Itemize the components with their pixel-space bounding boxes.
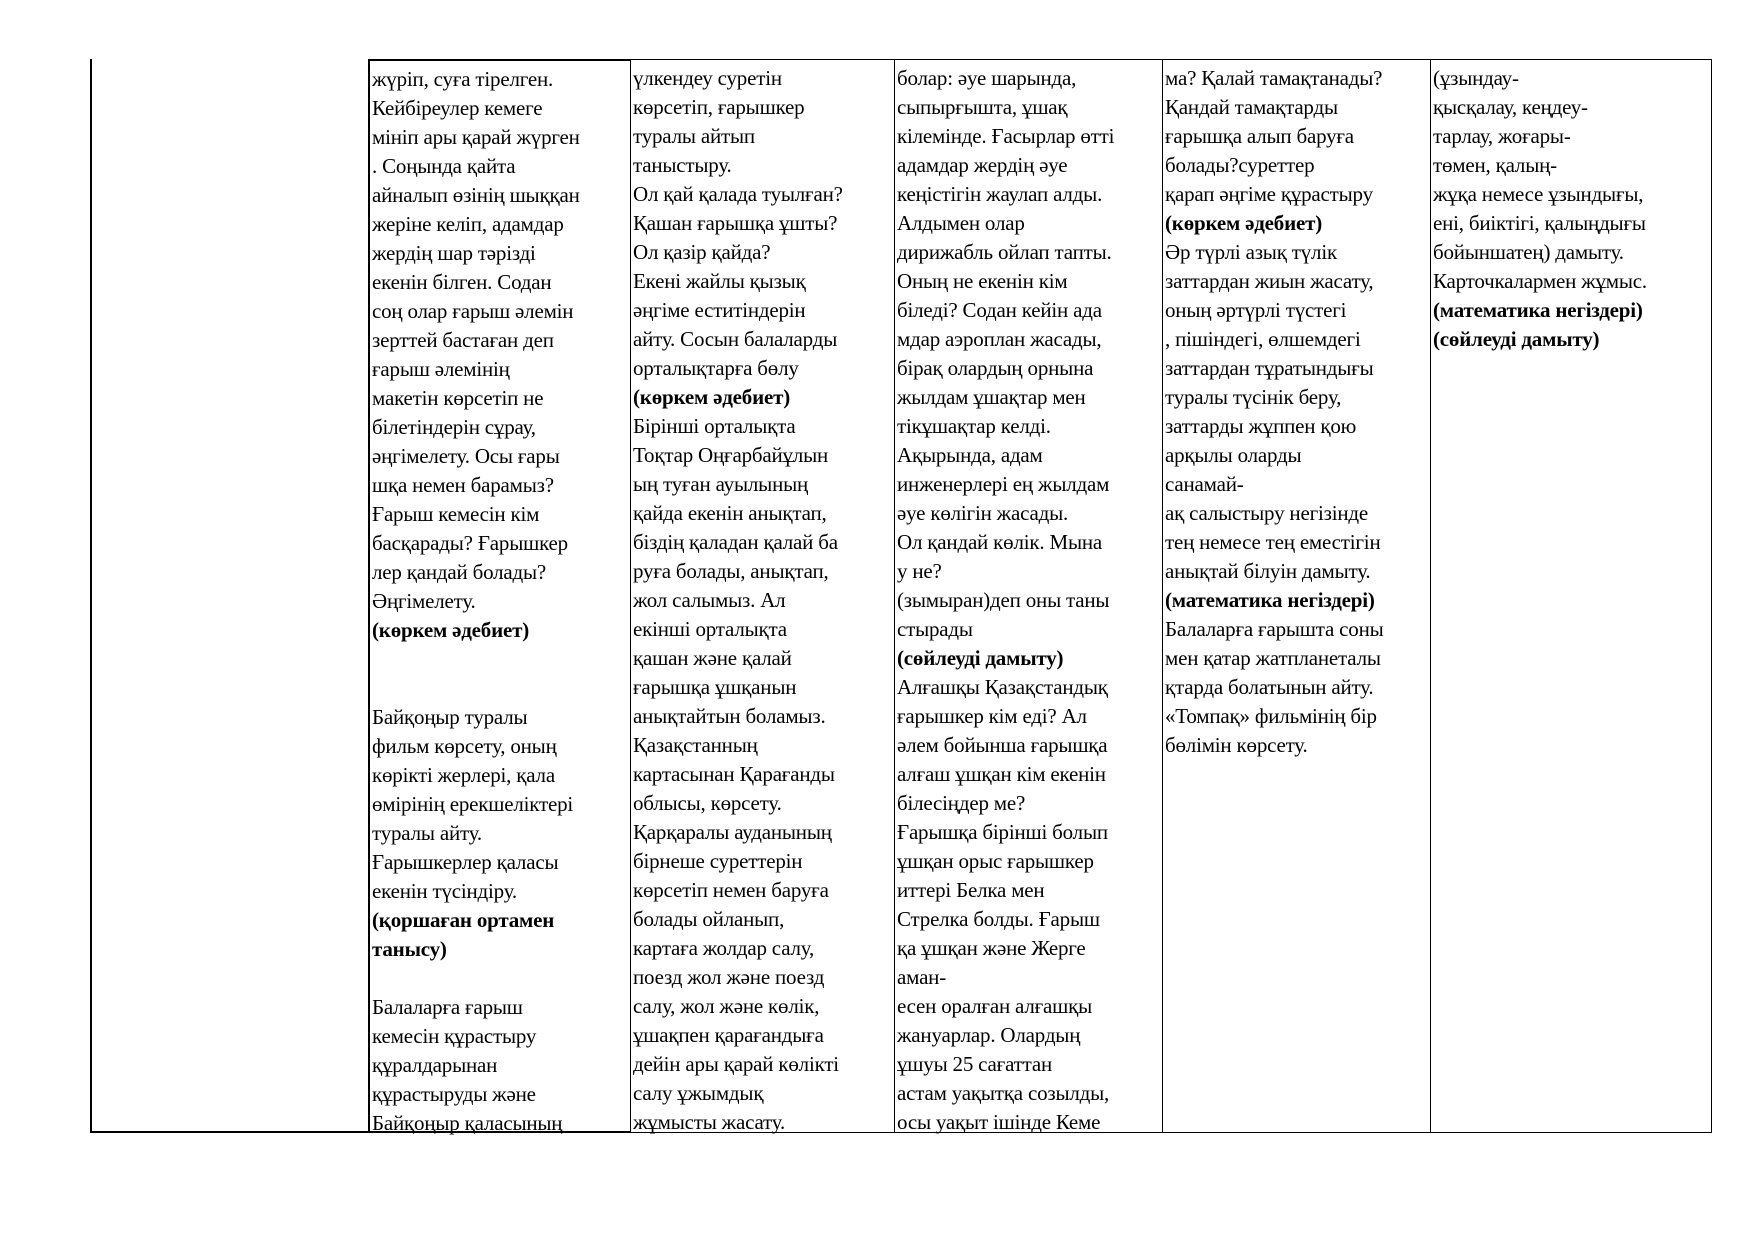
text-line: жердің шар тәрізді <box>372 241 536 265</box>
text-line: қашан және қалай <box>633 646 792 670</box>
text-line: орталықтарға бөлу <box>633 356 799 380</box>
text-line: төмен, қалың- <box>1433 153 1557 177</box>
text-line: ғарыш әлемінің <box>372 357 510 381</box>
text-line: үлкендеу суретін <box>633 66 782 90</box>
text-line: әңгіме еститіндерін <box>633 298 806 322</box>
text-line: руға болады, анықтап, <box>633 559 829 583</box>
subject-label: (математика негіздері) <box>1165 588 1375 612</box>
text-line: ұшуы 25 сағаттан <box>897 1052 1053 1076</box>
text-line: мен қатар жатпланеталы <box>1165 646 1381 670</box>
text-line: анықтайтын боламыз. <box>633 704 826 728</box>
text-line: заттардан жиын жасату, <box>1165 269 1374 293</box>
text-line: облысы, көрсету. <box>633 791 782 815</box>
text-line: туралы айтып <box>633 124 755 148</box>
text-line: айналып өзінің шыққан <box>372 183 580 207</box>
text-line: Бірінші орталықта <box>633 414 796 438</box>
text-line: болады?суреттер <box>1165 153 1315 177</box>
subject-label: (қоршаған ортамен <box>372 908 555 932</box>
text-line: салу ұжымдық <box>633 1081 764 1105</box>
text-line: Байқоңыр қаласының <box>372 1111 563 1135</box>
text-line: дейін ары қарай көлікті <box>633 1052 839 1076</box>
text-line: қтарда болатынын айту. <box>1165 675 1374 699</box>
text-line: біздің қаладан қалай ба <box>633 530 838 554</box>
text-line: поезд жол және поезд <box>633 965 825 989</box>
text-line: салу, жол және көлік, <box>633 994 820 1018</box>
subject-label: (көркем әдебиет) <box>1165 211 1323 235</box>
text-line: Қашан ғарышқа ұшты? <box>633 211 838 235</box>
table-column-6 <box>1430 59 1712 1133</box>
text-line: ғарышқа ұшқанын <box>633 675 797 699</box>
text-line: қысқалау, кеңдеу- <box>1433 95 1588 119</box>
text-line: Ол қандай көлік. Мына <box>897 530 1103 554</box>
text-line: кеңістігін жаулап алды. <box>897 182 1103 206</box>
text-line: білесіңдер ме? <box>897 791 1026 815</box>
text-line: бірнеше суреттерін <box>633 849 803 873</box>
text-line: құралдарынан <box>372 1053 498 1077</box>
text-line: зерттей бастаған деп <box>372 328 554 352</box>
text-line: шқа немен барамыз? <box>372 473 554 497</box>
text-line: Ғарышкерлер қаласы <box>372 850 559 874</box>
text-line: жеріне келіп, адамдар <box>372 212 564 236</box>
text-line: Алғашқы Қазақстандық <box>897 675 1108 699</box>
text-line: Ғарыш кемесін кім <box>372 502 540 526</box>
text-line: ақ салыстыру негізінде <box>1165 501 1369 525</box>
text-line: жануарлар. Олардың <box>897 1023 1081 1047</box>
text-line: қа ұшқан және Жерге <box>897 936 1086 960</box>
text-line: жүріп, суға тірелген. <box>372 67 554 91</box>
text-line: Стрелка болды. Ғарыш <box>897 907 1100 931</box>
text-line: таныстыру. <box>633 153 732 177</box>
text-line: ені, биіктігі, қалыңдығы <box>1433 211 1646 235</box>
text-line: адамдар жердің әуе <box>897 153 1068 177</box>
text-line: болар: әуе шарында, <box>897 66 1077 90</box>
table-column-1 <box>90 59 368 1133</box>
text-line: бөлімін көрсету. <box>1165 733 1308 757</box>
text-line: заттардан тұратындығы <box>1165 356 1374 380</box>
text-line: болады ойланып, <box>633 907 785 931</box>
text-line: екенін білген. Содан <box>372 270 552 294</box>
text-line: Алдымен олар <box>897 211 1025 235</box>
text-line: өмірінің ерекшеліктері <box>372 792 574 816</box>
text-line: у не? <box>897 559 942 583</box>
text-line: ма? Қалай тамақтанады? <box>1165 66 1383 90</box>
text-line: (зымыран)деп оны таны <box>897 588 1110 612</box>
text-line: санамай- <box>1165 472 1244 496</box>
text-line: біледі? Содан кейін ада <box>897 298 1102 322</box>
table-column-4 <box>894 59 1162 1133</box>
subject-label: (көркем әдебиет) <box>633 385 791 409</box>
text-line: Әңгімелету. <box>372 589 476 613</box>
text-line: кілемінде. Ғасырлар өтті <box>897 124 1115 148</box>
text-line: көрсетіп немен баруға <box>633 878 829 902</box>
text-line: заттарды жұппен қою <box>1165 414 1357 438</box>
text-line: ғарышқа алып баруға <box>1165 124 1354 148</box>
text-line: Кейбіреулер кемеге <box>372 96 543 120</box>
text-line: фильм көрсету, оның <box>372 734 557 758</box>
text-line: Тоқтар Оңғарбайұлын <box>633 443 829 467</box>
text-line: айту. Сосын балаларды <box>633 327 838 351</box>
text-line <box>372 674 630 703</box>
text-line: тең немесе тең еместігін <box>1165 530 1381 554</box>
text-line: соң олар ғарыш әлемін <box>372 299 574 323</box>
text-line: макетін көрсетіп не <box>372 386 544 410</box>
text-line: қайда екенін анықтап, <box>633 501 827 525</box>
text-line: Әр түрлі азық түлік <box>1165 240 1337 264</box>
text-line: лер қандай болады? <box>372 560 547 584</box>
table-column-3 <box>630 59 894 1133</box>
text-line: қарап әңгіме құрастыру <box>1165 182 1373 206</box>
text-line: аман- <box>897 965 947 989</box>
text-line: тікұшақтар келді. <box>897 414 1051 438</box>
text-line: туралы түсінік беру, <box>1165 385 1342 409</box>
subject-label: танысу) <box>372 937 447 961</box>
text-line: сыпырғышта, ұшақ <box>897 95 1068 119</box>
text-line: Қарқаралы ауданының <box>633 820 832 844</box>
text-line: көрсетіп, ғарышкер <box>633 95 805 119</box>
table-column-2 <box>368 59 630 1133</box>
text-line: ғарышкер кім еді? Ал <box>897 704 1087 728</box>
text-line: басқарады? Ғарышкер <box>372 531 568 555</box>
text-line: жұмысты жасату. <box>633 1110 785 1134</box>
text-line: Оның не екенін кім <box>897 269 1068 293</box>
text-line: арқылы оларды <box>1165 443 1302 467</box>
text-line: оның әртүрлі түстегі <box>1165 298 1347 322</box>
text-line: Қазақстанның <box>633 733 758 757</box>
text-line: стырады <box>897 617 973 641</box>
lesson-plan-table <box>90 59 1712 1133</box>
subject-label: (көркем әдебиет) <box>372 618 530 642</box>
text-line: картаға жолдар салу, <box>633 936 815 960</box>
text-line: дирижабль ойлап тапты. <box>897 240 1112 264</box>
text-line: есен оралған алғашқы <box>897 994 1093 1018</box>
text-line: білетіндерін сұрау, <box>372 415 536 439</box>
text-line: Балаларға ғарышта соны <box>1165 617 1384 641</box>
text-line: . Соңында қайта <box>372 154 516 178</box>
text-line: бірақ олардың орнына <box>897 356 1094 380</box>
text-line: бойыншатең) дамыту. <box>1433 240 1624 264</box>
text-line: әңгімелету. Осы ғары <box>372 444 560 468</box>
text-line: Балаларға ғарыш <box>372 995 523 1019</box>
subject-label: (сөйлеуді дамыту) <box>897 646 1064 670</box>
subject-label: (математика негіздері) <box>1433 298 1643 322</box>
text-line: алғаш ұшқан кім екенін <box>897 762 1106 786</box>
text-line: құрастыруды және <box>372 1082 536 1106</box>
text-line: мдар аэроплан жасады, <box>897 327 1102 351</box>
text-line: жұқа немесе ұзындығы, <box>1433 182 1644 206</box>
text-line: картасынан Қарағанды <box>633 762 835 786</box>
text-line: әлем бойынша ғарышқа <box>897 733 1108 757</box>
text-line: Байқоңыр туралы <box>372 705 528 729</box>
text-line <box>372 964 630 993</box>
text-line: Ол қазір қайда? <box>633 240 771 264</box>
subject-label: (сөйлеуді дамыту) <box>1433 327 1600 351</box>
text-line: «Томпақ» фильмінің бір <box>1165 704 1377 728</box>
text-line: астам уақытқа созылды, <box>897 1081 1110 1105</box>
text-line: кемесін құрастыру <box>372 1024 537 1048</box>
text-line: мініп ары қарай жүрген <box>372 125 580 149</box>
text-line: туралы айту. <box>372 821 482 845</box>
text-line <box>372 645 630 674</box>
text-line: екенін түсіндіру. <box>372 879 517 903</box>
table-column-5 <box>1162 59 1430 1133</box>
text-line: Карточкалармен жұмыс. <box>1433 269 1647 293</box>
text-line: ың туған ауылының <box>633 472 809 496</box>
text-line: анықтай білуін дамыту. <box>1165 559 1371 583</box>
text-line: Ол қай қалада туылған? <box>633 182 843 206</box>
text-line: көрікті жерлері, қала <box>372 763 555 787</box>
text-line: инженерлері ең жылдам <box>897 472 1110 496</box>
text-line: жол салымыз. Ал <box>633 588 786 612</box>
text-line: Екені жайлы қызық <box>633 269 806 293</box>
text-line: Ақырында, адам <box>897 443 1043 467</box>
text-line: әуе көлігін жасады. <box>897 501 1069 525</box>
text-line: ұшақпен қарағандыға <box>633 1023 824 1047</box>
text-line: тарлау, жоғары- <box>1433 124 1571 148</box>
text-line: (ұзындау- <box>1433 66 1519 90</box>
text-line: Қандай тамақтарды <box>1165 95 1338 119</box>
text-line: ұшқан орыс ғарышкер <box>897 849 1094 873</box>
text-line: иттері Белка мен <box>897 878 1045 902</box>
text-line: , пішіндегі, өлшемдегі <box>1165 327 1361 351</box>
text-line: осы уақыт ішінде Кеме <box>897 1110 1101 1134</box>
text-line: Ғарышқа бірінші болып <box>897 820 1108 844</box>
text-line: жылдам ұшақтар мен <box>897 385 1086 409</box>
text-line: екінші орталықта <box>633 617 787 641</box>
